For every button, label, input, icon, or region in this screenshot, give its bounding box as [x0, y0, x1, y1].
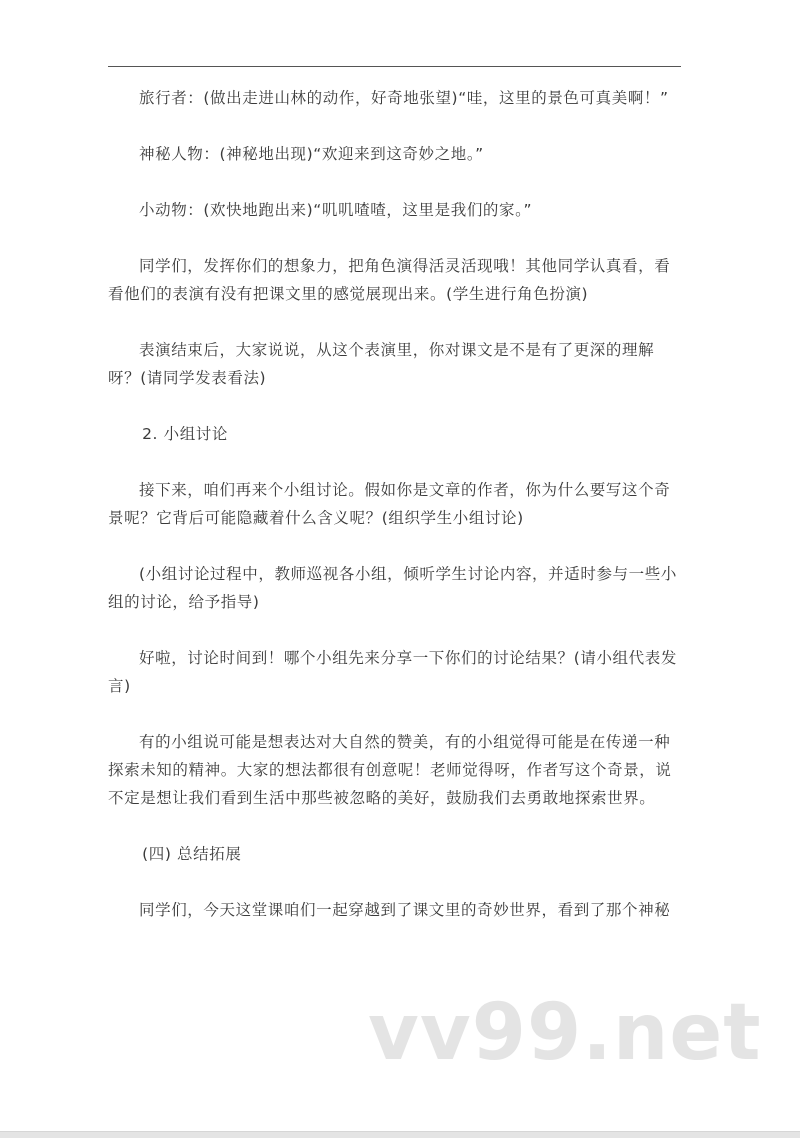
section-heading-group-discussion: 2. 小组讨论 — [142, 425, 229, 443]
paragraph-discussion-prompt: 接下来，咱们再来个小组讨论。假如你是文章的作者，你为什么要写这个奇景呢？它背后可能隐藏着什么含义呢？(组织学生小组讨论) — [108, 481, 671, 527]
paragraph-teacher-summary: 有的小组说可能是想表达对大自然的赞美，有的小组觉得可能是在传递一种探索未知的精神。大家的想法都很有创意呢！老师觉得呀，作者写这个奇景，说不定是想让我们看到生活中那些被忽略的美好，鼓励我们去勇敢地探索世界。 — [108, 733, 672, 807]
paragraph-after-performance: 表演结束后，大家说说，从这个表演里，你对课文是不是有了更深的理解呀？(请同学发表看法) — [108, 341, 655, 387]
paragraph-traveler: 旅行者：(做出走进山林的动作，好奇地张望)“哇，这里的景色可真美啊！” — [139, 89, 669, 107]
section-heading-summary: (四) 总结拓展 — [142, 845, 242, 863]
header-rule — [108, 66, 681, 67]
paragraph-share-results: 好啦，讨论时间到！哪个小组先来分享一下你们的讨论结果？(请小组代表发言) — [108, 649, 677, 695]
watermark: vv99.net — [368, 988, 762, 1078]
paragraph-closing: 同学们，今天这堂课咱们一起穿越到了课文里的奇妙世界，看到了那个神秘 — [139, 901, 671, 919]
paragraph-role-play-instruction: 同学们，发挥你们的想象力，把角色演得活灵活现哦！其他同学认真看，看看他们的表演有没有把课文里的感觉展现出来。(学生进行角色扮演) — [108, 257, 671, 303]
paragraph-small-animal: 小动物：(欢快地跑出来)“叽叽喳喳，这里是我们的家。” — [139, 201, 533, 219]
paragraph-teacher-guidance: (小组讨论过程中，教师巡视各小组，倾听学生讨论内容，并适时参与一些小组的讨论，给予指导) — [108, 565, 677, 611]
paragraph-mysterious-figure: 神秘人物：(神秘地出现)“欢迎来到这奇妙之地。” — [139, 145, 484, 163]
document-body — [108, 84, 682, 952]
